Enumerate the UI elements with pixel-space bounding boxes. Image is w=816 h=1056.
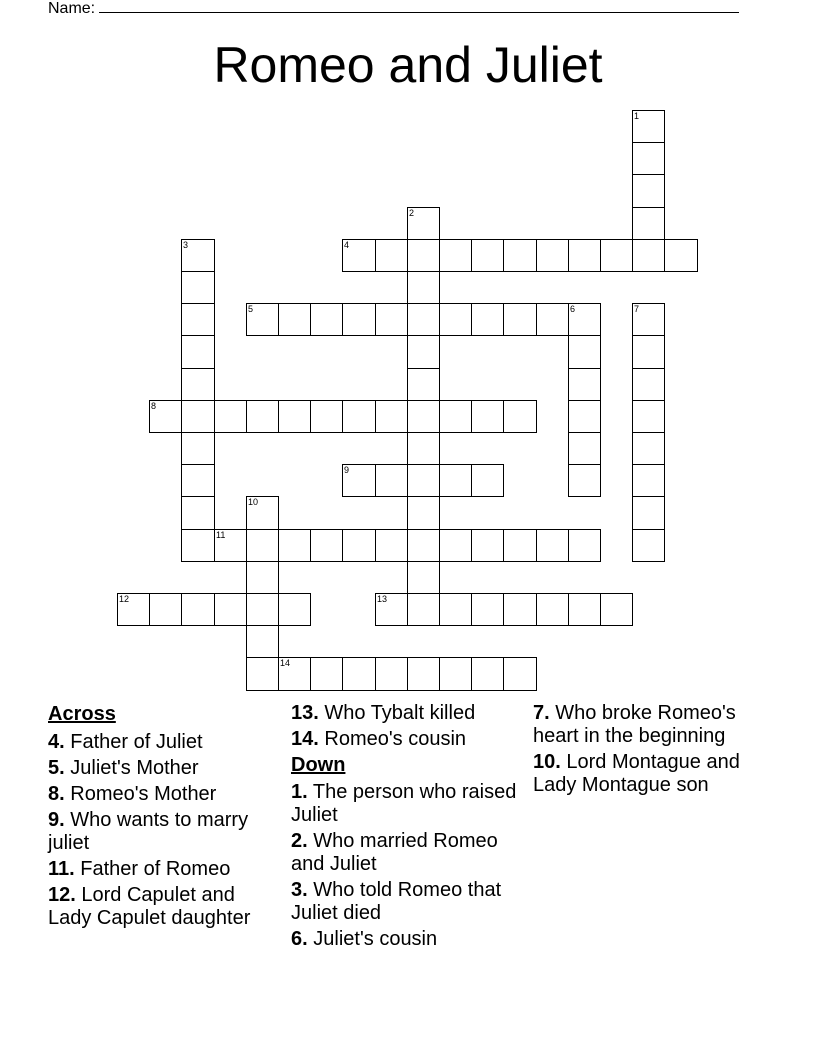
cell-number: 9	[344, 465, 350, 475]
crossword-cell[interactable]	[407, 561, 440, 594]
crossword-cell[interactable]	[632, 335, 665, 369]
page-title: Romeo and Juliet	[213, 37, 603, 93]
crossword-cell[interactable]	[214, 529, 247, 562]
crossword-cell[interactable]	[536, 303, 569, 336]
cell-number: 7	[634, 304, 640, 314]
crossword-cell[interactable]	[375, 464, 408, 497]
crossword-cell[interactable]	[278, 593, 311, 626]
across-clue: 12. Lord Capulet and Lady Capulet daughter	[48, 884, 251, 929]
crossword-cell[interactable]	[181, 239, 215, 272]
name-label: Name:	[48, 0, 96, 17]
crossword-cell[interactable]	[342, 400, 376, 433]
crossword-cell[interactable]	[181, 368, 215, 401]
name-field	[48, 0, 739, 18]
crossword-cell[interactable]	[375, 400, 408, 433]
crossword-cell[interactable]	[471, 464, 504, 497]
crossword-cell[interactable]	[503, 303, 537, 336]
crossword-cell[interactable]	[246, 303, 279, 336]
cell-number: 1	[634, 111, 640, 121]
crossword-cell[interactable]	[471, 303, 504, 336]
crossword-cell[interactable]	[439, 400, 472, 433]
crossword-cell[interactable]	[407, 303, 440, 336]
crossword-cell[interactable]	[503, 593, 537, 626]
crossword-cell[interactable]	[375, 657, 408, 691]
across-clue: 14. Romeo's cousin	[291, 728, 467, 750]
down-clue: 1. The person who raised Juliet	[291, 781, 517, 826]
crossword-cell[interactable]	[632, 529, 665, 562]
down-heading: Down	[291, 754, 346, 776]
crossword-cell[interactable]	[471, 400, 504, 433]
crossword-cell[interactable]	[439, 529, 472, 562]
cell-number: 6	[570, 304, 576, 314]
across-clue: 5. Juliet's Mother	[48, 757, 199, 779]
crossword-cell[interactable]	[407, 368, 440, 401]
crossword-cell[interactable]	[439, 657, 472, 691]
crossword-cell[interactable]	[536, 593, 569, 626]
crossword-cell[interactable]	[632, 110, 665, 143]
crossword-cell[interactable]	[246, 657, 279, 691]
crossword-cell[interactable]	[407, 496, 440, 530]
crossword-cell[interactable]	[310, 529, 343, 562]
crossword-cell[interactable]	[407, 271, 440, 304]
crossword-cell[interactable]	[375, 529, 408, 562]
down-clue: 6. Juliet's cousin	[291, 928, 438, 950]
down-clue: 7. Who broke Romeo's heart in the beginning	[533, 702, 736, 747]
crossword-cell[interactable]	[246, 529, 279, 562]
crossword-cell[interactable]	[632, 303, 665, 336]
crossword-cell[interactable]	[181, 432, 215, 465]
crossword-cell[interactable]	[407, 464, 440, 497]
crossword-cell[interactable]	[214, 593, 247, 626]
crossword-cell[interactable]	[632, 400, 665, 433]
down-clue: 2. Who married Romeo and Juliet	[291, 830, 498, 875]
crossword-cell[interactable]	[439, 593, 472, 626]
crossword-cell[interactable]	[568, 335, 601, 369]
crossword-cell[interactable]	[181, 496, 215, 530]
crossword-cell[interactable]	[375, 239, 408, 272]
crossword-cell[interactable]	[181, 303, 215, 336]
across-clue: 4. Father of Juliet	[48, 731, 203, 753]
crossword-cell[interactable]	[632, 496, 665, 530]
cell-number: 12	[119, 594, 130, 604]
crossword-cell[interactable]	[375, 303, 408, 336]
crossword-cell[interactable]	[181, 529, 215, 562]
across-clue: 9. Who wants to marry juliet	[48, 809, 249, 854]
crossword-cell[interactable]	[246, 593, 279, 626]
crossword-cell[interactable]	[149, 400, 182, 433]
crossword-cell[interactable]	[375, 593, 408, 626]
crossword-cell[interactable]	[181, 271, 215, 304]
crossword-cell[interactable]	[214, 400, 247, 433]
crossword-cell[interactable]	[310, 303, 343, 336]
crossword-cell[interactable]	[246, 625, 279, 658]
crossword-cell[interactable]	[632, 174, 665, 208]
crossword-cell[interactable]	[664, 239, 698, 272]
cell-number: 8	[151, 401, 157, 411]
cell-number: 11	[216, 530, 226, 540]
crossword-cell[interactable]	[407, 593, 440, 626]
crossword-cell[interactable]	[407, 335, 440, 369]
crossword-cell[interactable]	[181, 335, 215, 369]
cell-number: 2	[409, 208, 415, 218]
crossword-cell[interactable]	[246, 561, 279, 594]
crossword-cell[interactable]	[568, 400, 601, 433]
crossword-cell[interactable]	[117, 593, 150, 626]
cell-number: 3	[183, 240, 189, 250]
crossword-cell[interactable]	[342, 464, 376, 497]
across-clue: 11. Father of Romeo	[48, 858, 231, 880]
crossword-cell[interactable]	[310, 400, 343, 433]
crossword-cell[interactable]	[246, 400, 279, 433]
down-clue: 3. Who told Romeo that Juliet died	[291, 879, 502, 924]
crossword-cell[interactable]	[439, 239, 472, 272]
crossword-cell[interactable]	[342, 239, 376, 272]
crossword-cell[interactable]	[407, 239, 440, 272]
crossword-cell[interactable]	[503, 239, 537, 272]
clue-column-2	[291, 702, 521, 954]
crossword-cell[interactable]	[471, 593, 504, 626]
crossword-cell[interactable]	[439, 303, 472, 336]
crossword-cell[interactable]	[439, 464, 472, 497]
crossword-cell[interactable]	[407, 432, 440, 465]
across-heading: Across	[48, 703, 116, 725]
cell-number: 10	[248, 497, 259, 507]
crossword-cell[interactable]	[568, 239, 601, 272]
crossword-cell[interactable]	[342, 303, 376, 336]
crossword-cell[interactable]	[632, 368, 665, 401]
crossword-cell[interactable]	[278, 303, 311, 336]
cell-number: 5	[248, 304, 254, 314]
crossword-cell[interactable]	[407, 400, 440, 433]
crossword-cell[interactable]	[503, 529, 537, 562]
across-clue: 8. Romeo's Mother	[48, 783, 217, 805]
crossword-cell[interactable]	[342, 529, 376, 562]
crossword-cell[interactable]	[181, 593, 215, 626]
crossword-cell[interactable]	[568, 368, 601, 401]
crossword-cell[interactable]	[310, 657, 343, 691]
crossword-cell[interactable]	[407, 529, 440, 562]
crossword-cell[interactable]	[600, 239, 633, 272]
crossword-cell[interactable]	[632, 239, 665, 272]
across-clue: 13. Who Tybalt killed	[291, 702, 476, 724]
crossword-cell[interactable]	[471, 239, 504, 272]
crossword-cell[interactable]	[632, 142, 665, 175]
crossword-cell[interactable]	[503, 657, 537, 691]
crossword-cell[interactable]	[568, 529, 601, 562]
crossword-cell[interactable]	[632, 207, 665, 240]
crossword-cell[interactable]	[278, 400, 311, 433]
crossword-cell[interactable]	[568, 303, 601, 336]
cell-number: 14	[280, 658, 291, 668]
crossword-cell[interactable]	[407, 657, 440, 691]
crossword-cell[interactable]	[181, 400, 215, 433]
crossword-cell[interactable]	[407, 207, 440, 240]
clue-column-1	[48, 702, 278, 933]
down-clue: 10. Lord Montague and Lady Montague son	[533, 751, 740, 796]
crossword-cell[interactable]	[568, 432, 601, 465]
crossword-cell[interactable]	[632, 432, 665, 465]
crossword-cell[interactable]	[568, 464, 601, 497]
crossword-cell[interactable]	[278, 529, 311, 562]
name-blank-line[interactable]	[99, 0, 739, 13]
crossword-cell[interactable]	[246, 496, 279, 530]
crossword-cell[interactable]	[149, 593, 182, 626]
cell-number: 13	[377, 594, 388, 604]
crossword-cell[interactable]	[471, 657, 504, 691]
crossword-cell[interactable]	[536, 239, 569, 272]
crossword-cell[interactable]	[471, 529, 504, 562]
crossword-cell[interactable]	[568, 593, 601, 626]
crossword-cell[interactable]	[536, 529, 569, 562]
cell-number: 4	[344, 240, 350, 250]
crossword-cell[interactable]	[342, 657, 376, 691]
crossword-cell[interactable]	[632, 464, 665, 497]
crossword-cell[interactable]	[278, 657, 311, 691]
crossword-cell[interactable]	[181, 464, 215, 497]
clue-column-3	[533, 702, 773, 800]
crossword-cell[interactable]	[503, 400, 537, 433]
crossword-cell[interactable]	[600, 593, 633, 626]
